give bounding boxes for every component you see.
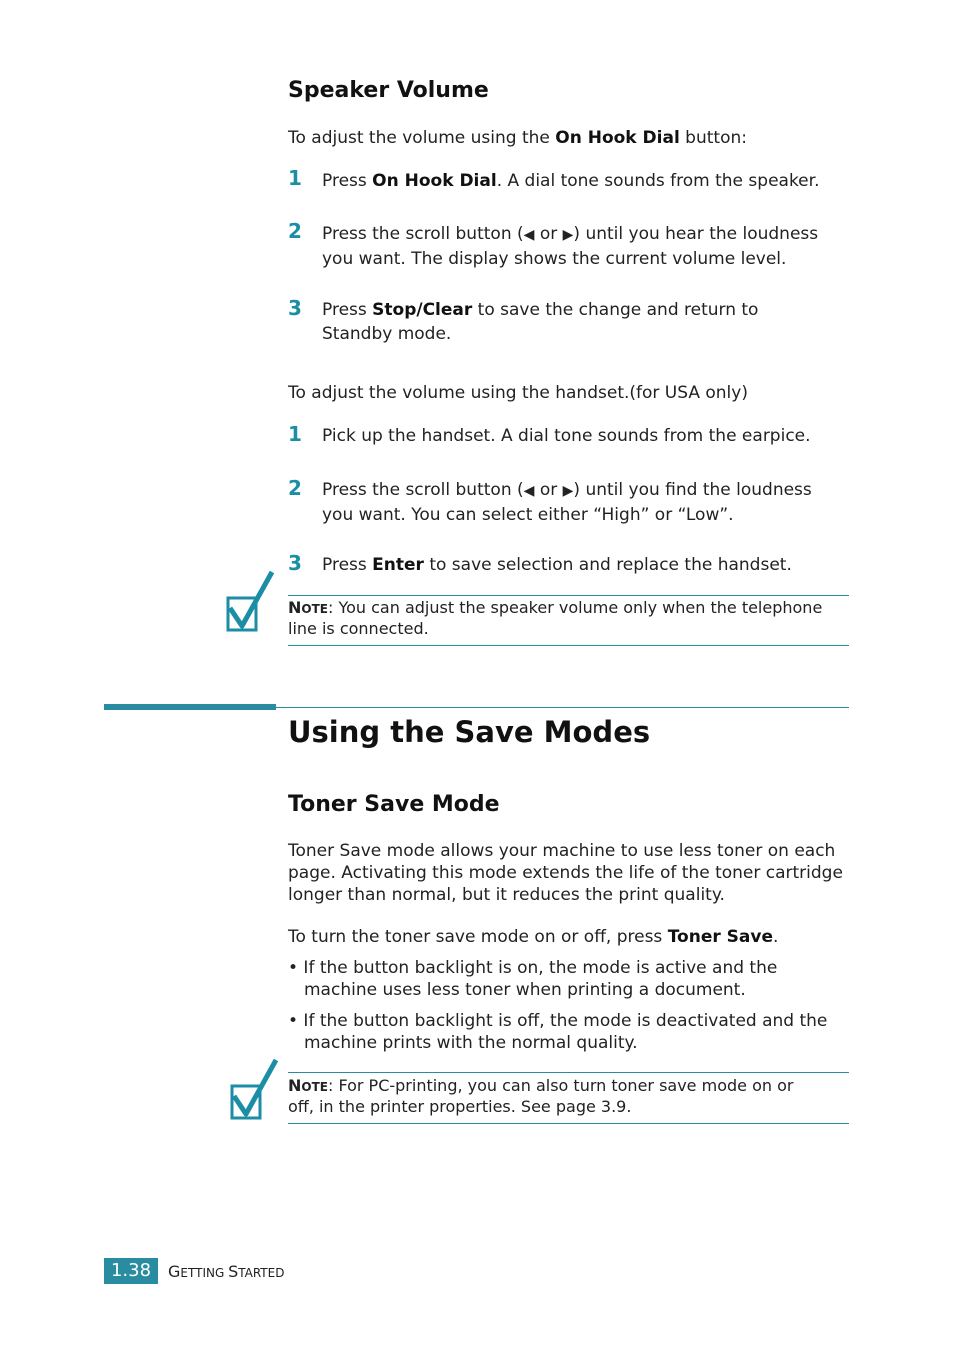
chapter-title-initial: G	[168, 1262, 181, 1281]
chapter-title	[168, 1262, 284, 1281]
note-text-line: line is connected.	[288, 619, 429, 638]
note-speaker-volume	[288, 598, 853, 639]
step-number: 3	[288, 551, 302, 575]
note-label-rest: OTE	[301, 602, 328, 616]
right-arrow-icon: ▶	[562, 227, 574, 243]
step-number: 3	[288, 296, 302, 320]
step-text-part: to save the change and return to	[472, 300, 759, 320]
step-text-part: . A dial tone sounds from the speaker.	[496, 171, 820, 191]
intro-bold: On Hook Dial	[555, 128, 680, 148]
step-text	[322, 298, 758, 346]
step-number: 1	[288, 422, 302, 446]
step-number: 2	[288, 476, 302, 500]
chapter-title-part: ETTING	[180, 1266, 229, 1280]
step-bold: Enter	[372, 555, 424, 575]
bullet-line: machine uses less toner when printing a document.	[304, 980, 746, 1000]
left-arrow-icon: ◀	[523, 227, 535, 243]
step-text-part: or	[534, 480, 563, 500]
note-bottom-rule	[288, 645, 849, 646]
paragraph-bold: Toner Save	[667, 927, 773, 947]
intro-text: To adjust the volume using the	[288, 128, 556, 148]
bullet-item	[288, 1010, 827, 1054]
note-text-line: off, in the printer properties. See page 3.9.	[288, 1097, 632, 1116]
paragraph-text: .	[772, 927, 779, 947]
subheading-toner-save: Toner Save Mode	[288, 792, 500, 817]
chapter-title-initial: S	[228, 1262, 239, 1281]
step-text-line: Standby mode.	[322, 324, 452, 344]
note-top-rule	[288, 1072, 849, 1073]
section-accent-bar	[104, 704, 276, 710]
paragraph-line: page. Activating this mode extends the life of the toner cartridge	[288, 863, 843, 883]
note-label-initial: N	[288, 1076, 302, 1095]
right-arrow-icon: ▶	[562, 483, 574, 499]
step-number: 1	[288, 166, 302, 190]
step-text-part: ) until you find the loudness	[573, 480, 812, 500]
step-text-line: you want. The display shows the current volume level.	[322, 249, 787, 269]
step-text	[322, 169, 819, 193]
intro-on-hook-dial	[288, 126, 747, 150]
section-heading-speaker-volume: Speaker Volume	[288, 78, 489, 103]
step-bold: On Hook Dial	[372, 171, 497, 191]
checkmark-note-icon	[228, 1058, 280, 1122]
note-label-initial: N	[288, 598, 302, 617]
left-arrow-icon: ◀	[523, 483, 535, 499]
step-text	[322, 478, 812, 527]
paragraph-text: To turn the toner save mode on or off, press	[288, 927, 668, 947]
note-text-line: : You can adjust the speaker volume only when the telephone	[327, 598, 823, 617]
note-bottom-rule	[288, 1123, 849, 1124]
checkmark-note-icon	[224, 570, 276, 634]
toner-save-description	[288, 840, 843, 906]
step-text: Pick up the handset. A dial tone sounds from the earpice.	[322, 426, 811, 446]
note-label	[288, 1076, 328, 1095]
page-number: 1.38	[104, 1258, 158, 1284]
step-text-part: or	[534, 224, 563, 244]
toner-save-instruction	[288, 925, 778, 949]
step-text-part: Press the scroll button (	[322, 480, 524, 500]
step-text-part: Press	[322, 300, 373, 320]
intro-text-end: button:	[679, 128, 747, 148]
step-text	[322, 553, 792, 577]
bullet-line: • If the button backlight is on, the mode is active and the	[288, 958, 778, 978]
step-text-part: ) until you hear the loudness	[573, 224, 819, 244]
step-text-part: to save selection and replace the handset.	[423, 555, 792, 575]
note-text-line: : For PC-printing, you can also turn toner save mode on or	[327, 1076, 794, 1095]
section-rule	[276, 707, 849, 708]
paragraph-line: longer than normal, but it reduces the print quality.	[288, 885, 725, 905]
step-text-line: you want. You can select either “High” or “Low”.	[322, 505, 734, 525]
bullet-line: • If the button backlight is off, the mode is deactivated and the	[288, 1011, 828, 1031]
section-title: Using the Save Modes	[288, 715, 651, 749]
note-label-rest: OTE	[301, 1080, 328, 1094]
step-bold: Stop/Clear	[372, 300, 473, 320]
step-text-part: Press the scroll button (	[322, 224, 524, 244]
note-label	[288, 598, 328, 617]
step-text-part: Press	[322, 171, 373, 191]
step-text	[322, 222, 818, 271]
note-top-rule	[288, 595, 849, 596]
step-text-part: Press	[322, 555, 373, 575]
step-number: 2	[288, 219, 302, 243]
bullet-item	[288, 957, 777, 1001]
intro-handset: To adjust the volume using the handset.(for USA only)	[288, 383, 748, 403]
chapter-title-part: TARTED	[238, 1266, 285, 1280]
paragraph-line: Toner Save mode allows your machine to use less toner on each	[288, 841, 836, 861]
bullet-line: machine prints with the normal quality.	[304, 1033, 638, 1053]
note-toner-save	[288, 1076, 853, 1117]
